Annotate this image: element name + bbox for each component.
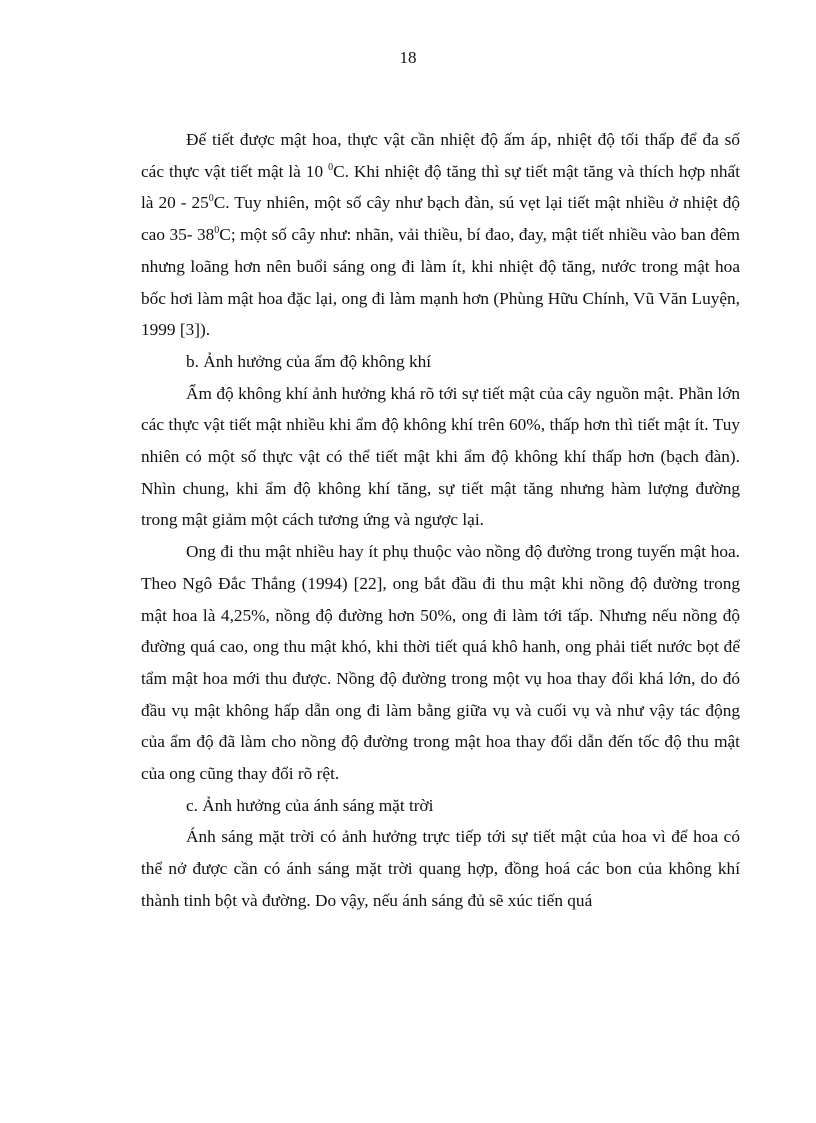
section-heading-humidity: b. Ảnh hưởng của ẩm độ không khí	[186, 351, 432, 371]
text-run: C. Tuy nhiên, một số cây như bạch đàn, sú vẹt lại tiết mật nhiều ở nhiệt độ cao 35- 38	[141, 193, 740, 245]
paragraph-sugar-concentration: Ong đi thu mật nhiều hay ít phụ thuộc vào nồng độ đường trong tuyến mật hoa. Theo Ngô Đắc Thắng (1994) [22], ong bắt đầu đi thu mật khi nồng độ đường trong mật hoa là 4,25%, nồng độ đường hơn 50%, ong đi làm tới tấp. Nhưng nếu nồng độ đường quá cao, ong thu mật khó, khi thời tiết quá khô hanh, ong phải tiết nước bọt để tẩm mật hoa mới thu được. Nồng độ đường trong một vụ hoa thay đổi khá lớn, do đó đầu vụ mật không hấp dẫn ong đi làm bằng giữa vụ và cuối vụ và như vậy tác động của ẩm độ đã làm cho nồng độ đường trong mật hoa thay đổi dẫn đến tốc độ thu mật của ong cũng thay đổi rõ rệt.	[141, 542, 740, 784]
superscript-degree: 0	[214, 225, 220, 237]
body-text	[141, 124, 740, 917]
superscript-degree: 0	[328, 161, 334, 173]
paragraph-humidity: Ẩm độ không khí ảnh hưởng khá rõ tới sự tiết mật của cây nguồn mật. Phần lớn các thực vật tiết mật nhiều khi ẩm độ không khí trên 60%, thấp hơn thì tiết mật ít. Tuy nhiên có một số thực vật có thể tiết mật khi ẩm độ không khí thấp hơn (bạch đàn). Nhìn chung, khi ẩm độ không khí tăng, sự tiết mật tăng nhưng hàm lượng đường trong mật giảm một cách tương ứng và ngược lại.	[141, 383, 740, 530]
page-number: 18	[399, 48, 417, 67]
superscript-degree: 0	[208, 193, 214, 205]
paragraph-temperature	[141, 124, 740, 346]
text-run: C; một số cây như: nhãn, vải thiều, bí đao, đay, mật tiết nhiều vào ban đêm nhưng loãng hơn nên buổi sáng ong đi làm ít, khi nhiệt độ tăng, nước trong mật hoa bốc hơi làm mật hoa đặc lại, ong đi làm mạnh hơn (Phùng Hữu Chính, Vũ Văn Luyện, 1999 [3]).	[141, 225, 740, 340]
paragraph-sunlight: Ánh sáng mặt trời có ảnh hưởng trực tiếp tới sự tiết mật của hoa vì để hoa có thể nở được cần có ánh sáng mặt trời quang hợp, đồng hoá các bon của không khí thành tinh bột và đường. Do vậy, nếu ánh sáng đủ sẽ xúc tiến quá	[141, 827, 740, 910]
section-heading-sunlight: c. Ảnh hưởng của ánh sáng mặt trời	[186, 795, 434, 815]
text-run: C. Khi nhiệt độ tăng thì sự tiết mật tăng và thích hợp nhất là 20 - 25	[141, 161, 740, 213]
text-run: Để tiết được mật hoa, thực vật cần nhiệt độ ấm áp, nhiệt độ tối thấp để đa số các thực vật tiết mật là 10	[141, 130, 740, 181]
